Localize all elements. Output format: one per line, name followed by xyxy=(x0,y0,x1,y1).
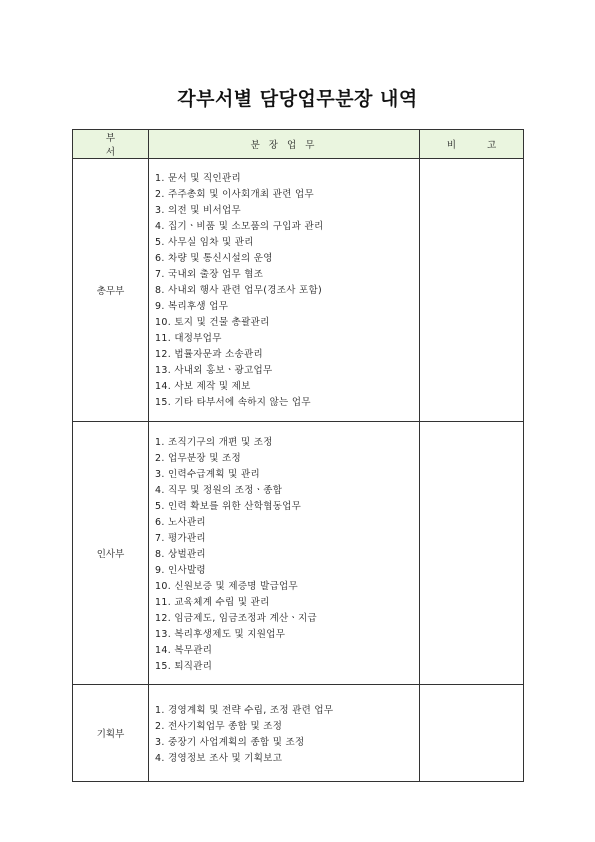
dept-name: 총무부 xyxy=(73,159,149,422)
list-item: 4. 경영정보 조사 및 기획보고 xyxy=(155,753,283,764)
list-item: 9. 복리후생 업무 xyxy=(155,301,229,312)
list-item: 15. 기타 타부서에 속하지 않는 업무 xyxy=(155,397,311,408)
dept-name: 기획부 xyxy=(73,685,149,782)
list-item: 13. 사내외 홍보ㆍ광고업무 xyxy=(155,365,273,376)
list-item: 15. 퇴직관리 xyxy=(155,661,213,672)
list-item: 5. 인력 확보를 위한 산학협동업무 xyxy=(155,501,302,512)
list-item: 11. 대정부업무 xyxy=(155,333,222,344)
header-tasks: 분 장 업 무 xyxy=(149,130,420,159)
dept-name: 인사부 xyxy=(73,422,149,685)
list-item: 1. 조직기구의 개편 및 조정 xyxy=(155,437,273,448)
table-row-planning xyxy=(73,685,524,782)
list-item: 2. 업무분장 및 조정 xyxy=(155,453,241,464)
list-item: 8. 사내외 행사 관련 업무(경조사 포함) xyxy=(155,285,322,296)
duty-assignment-table xyxy=(72,129,524,782)
document-title: 각부서별 담당업무분장 내역 xyxy=(177,88,418,110)
list-item: 12. 임금제도, 임금조정과 계산ㆍ지급 xyxy=(155,613,317,624)
list-item: 2. 전사기획업무 종합 및 조정 xyxy=(155,721,283,732)
header-dept: 부 서 xyxy=(73,130,149,159)
list-item: 1. 문서 및 직인관리 xyxy=(155,173,241,184)
task-list xyxy=(149,159,419,411)
list-item: 14. 복무관리 xyxy=(155,645,213,656)
list-item: 5. 사무실 임차 및 관리 xyxy=(155,237,254,248)
list-item: 11. 교육체계 수립 및 관리 xyxy=(155,597,270,608)
list-item: 4. 직무 및 정원의 조정ㆍ종합 xyxy=(155,485,283,496)
list-item: 7. 국내외 출장 업무 협조 xyxy=(155,269,264,280)
list-item: 12. 법률자문과 소송관리 xyxy=(155,349,263,360)
list-item: 8. 상벌관리 xyxy=(155,549,206,560)
list-item: 13. 복리후생제도 및 지원업무 xyxy=(155,629,286,640)
list-item: 4. 집기ㆍ비품 및 소모품의 구입과 관리 xyxy=(155,221,324,232)
list-item: 7. 평가관리 xyxy=(155,533,206,544)
header-note: 비 고 xyxy=(420,130,524,159)
list-item: 2. 주주총회 및 이사회개최 관련 업무 xyxy=(155,189,314,200)
list-item: 10. 신원보증 및 제증명 발급업무 xyxy=(155,581,299,592)
note-cell xyxy=(420,422,524,685)
list-item: 1. 경영계획 및 전략 수립, 조정 관련 업무 xyxy=(155,705,334,716)
list-item: 10. 토지 및 건물 총괄관리 xyxy=(155,317,270,328)
task-cell xyxy=(149,685,420,782)
task-cell xyxy=(149,422,420,685)
table-row-personnel xyxy=(73,422,524,685)
task-list xyxy=(149,685,419,767)
note-cell xyxy=(420,685,524,782)
list-item: 9. 인사발령 xyxy=(155,565,206,576)
list-item: 3. 의전 및 비서업무 xyxy=(155,205,241,216)
list-item: 6. 노사관리 xyxy=(155,517,206,528)
table-row-general-affairs xyxy=(73,159,524,422)
task-list xyxy=(149,422,419,675)
note-cell xyxy=(420,159,524,422)
task-cell xyxy=(149,159,420,422)
list-item: 3. 중장기 사업계획의 종합 및 조정 xyxy=(155,737,305,748)
list-item: 3. 인력수급계획 및 관리 xyxy=(155,469,260,480)
table-header-row xyxy=(73,130,524,159)
list-item: 6. 차량 및 통신시설의 운영 xyxy=(155,253,273,264)
list-item: 14. 사보 제작 및 제보 xyxy=(155,381,251,392)
